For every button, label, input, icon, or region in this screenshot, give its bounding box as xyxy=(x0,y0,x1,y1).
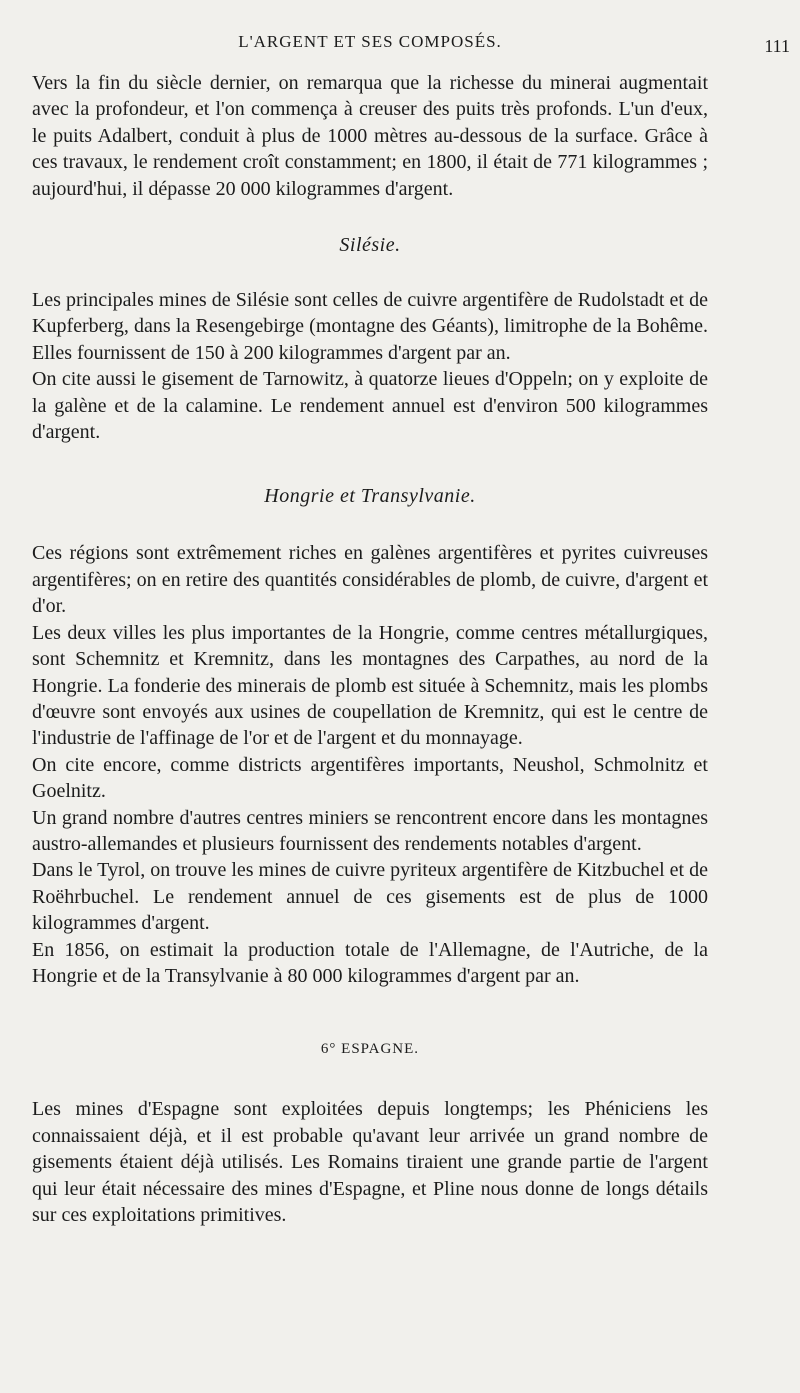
silesie-paragraph-1: Les principales mines de Silésie sont celles de cuivre argentifère de Rudolstadt et de Kupferberg, dans la Resengebirge (montagne des Géants), limitrophe de la Bohême. Elles fournissent de 150 à 200 kilogrammes d'argent par an. xyxy=(32,289,708,364)
silesie-paragraph-2: On cite aussi le gisement de Tarnowitz, à quatorze lieues d'Oppeln; on y exploite de la galène et de la calamine. Le rendement annuel est d'environ 500 kilogrammes d'argent. xyxy=(32,368,708,444)
section-heading-hongrie: Hongrie et Transylvanie. xyxy=(264,485,476,508)
hongrie-paragraph-4: Un grand nombre d'autres centres miniers se rencontrent encore dans les montagnes austro-allemandes et plusieurs fournissent des rendements notables d'argent. xyxy=(32,806,708,855)
hongrie-paragraph-5: Dans le Tyrol, on trouve les mines de cuivre pyriteux argentifère de Kitzbuchel et de Roëhrbuchel. Le rendement annuel de ces gisements est de plus de 1000 kilogrammes d'argent. xyxy=(32,859,708,935)
hongrie-paragraph-3: On cite encore, comme districts argentifères importants, Neushol, Schmolnitz et Goelnitz. xyxy=(32,753,708,803)
hongrie-paragraph-6: En 1856, on estimait la production totale de l'Allemagne, de l'Autriche, de la Hongrie et de la Transylvanie à 80 000 kilogrammes d'argent par an. xyxy=(32,938,708,987)
hongrie-paragraph-2: Les deux villes les plus importantes de la Hongrie, comme centres métallurgiques, sont Schemnitz et Kremnitz, dans les montagnes des Carpathes, au nord de la Hongrie. La fonderie des minerais de plomb est située à Schemnitz, mais les plombs d'œuvre sont envoyés aux usines de coupellation de Kremnitz, qui est le centre de l'industrie de l'affinage de l'or et de l'argent et du monnayage. xyxy=(32,621,708,750)
running-head xyxy=(32,26,790,56)
running-title: L'ARGENT ET SES COMPOSÉS. xyxy=(238,32,502,51)
espagne-paragraph-1: Les mines d'Espagne sont exploitées depuis longtemps; les Phéniciens les connaissaient déjà, et il est probable qu'avant leur arrivée un grand nombre de gisements étaient déjà utilisés. Les Romains tiraient une grande partie de l'argent qui leur était nécessaire des mines d'Espagne, et Pline nous donne de longs détails sur ces exploitations primitives. xyxy=(32,1098,708,1226)
section-heading-silesie: Silésie. xyxy=(339,234,401,257)
page-number: 111 xyxy=(764,36,790,56)
section-heading-espagne: 6° ESPAGNE. xyxy=(320,1041,420,1058)
hongrie-paragraph-1: Ces régions sont extrêmement riches en galènes argentifères et pyrites cuivreuses argentifères; on en retire des quantités considérables de plomb, de cuivre, d'argent et d'or. xyxy=(32,542,708,618)
intro-paragraph: Vers la fin du siècle dernier, on remarqua que la richesse du minerai augmentait avec la profondeur, et l'on commença à creuser des puits très profonds. L'un d'eux, le puits Adalbert, conduit à plus de 1000 mètres au-dessous de la surface. Grâce à ces travaux, le rendement croît constamment; en 1800, il était de 771 kilogrammes ; aujourd'hui, il dépasse 20 000 kilogrammes d'argent. xyxy=(32,72,708,200)
